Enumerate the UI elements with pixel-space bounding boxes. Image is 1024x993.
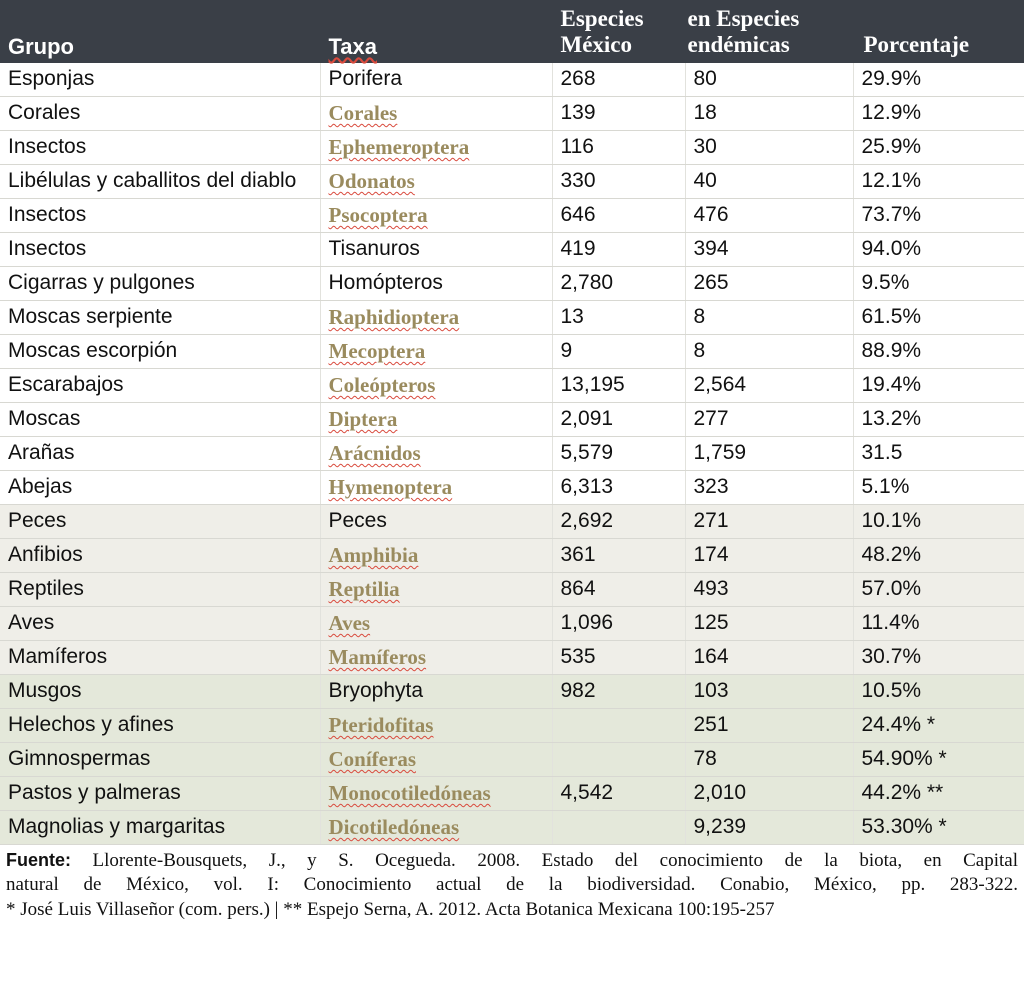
cell-taxa-label: Aves	[328, 610, 371, 635]
cell-grupo: Corales	[0, 96, 320, 130]
cell-endemicas: 2,010	[685, 776, 853, 810]
cell-especies: 4,542	[552, 776, 685, 810]
cell-grupo: Magnolias y margaritas	[0, 810, 320, 844]
cell-grupo: Cigarras y pulgones	[0, 266, 320, 300]
cell-porcentaje: 25.9%	[853, 130, 1024, 164]
cell-grupo: Pastos y palmeras	[0, 776, 320, 810]
cell-taxa	[320, 368, 552, 402]
cell-taxa	[320, 742, 552, 776]
cell-especies: 361	[552, 538, 685, 572]
table-row	[0, 130, 1024, 164]
table-row	[0, 402, 1024, 436]
cell-taxa-label: Mecoptera	[328, 338, 426, 363]
source-footnote	[0, 845, 1024, 922]
column-header-grupo-label: Grupo	[8, 33, 74, 59]
cell-taxa	[320, 708, 552, 742]
cell-taxa-label: Odonatos	[328, 168, 415, 193]
cell-porcentaje: 88.9%	[853, 334, 1024, 368]
cell-porcentaje: 54.90% *	[853, 742, 1024, 776]
table-row	[0, 640, 1024, 674]
table-row	[0, 198, 1024, 232]
table-row	[0, 96, 1024, 130]
cell-taxa	[320, 436, 552, 470]
cell-grupo: Insectos	[0, 232, 320, 266]
cell-especies: 646	[552, 198, 685, 232]
cell-especies	[552, 742, 685, 776]
cell-taxa	[320, 402, 552, 436]
footnote-label: Fuente:	[6, 849, 71, 870]
cell-grupo: Helechos y afines	[0, 708, 320, 742]
cell-especies: 419	[552, 232, 685, 266]
cell-taxa-label: Pteridofitas	[328, 712, 434, 737]
table-row	[0, 164, 1024, 198]
table-row	[0, 810, 1024, 844]
cell-porcentaje: 5.1%	[853, 470, 1024, 504]
cell-grupo: Libélulas y caballitos del diablo	[0, 164, 320, 198]
cell-taxa-label: Diptera	[328, 406, 398, 431]
cell-porcentaje: 73.7%	[853, 198, 1024, 232]
cell-taxa	[320, 674, 552, 708]
column-header-especies-mexico	[552, 0, 685, 63]
header-row	[0, 0, 1024, 63]
table-row	[0, 63, 1024, 97]
cell-especies: 6,313	[552, 470, 685, 504]
table-row	[0, 436, 1024, 470]
cell-grupo: Moscas escorpión	[0, 334, 320, 368]
cell-endemicas: 476	[685, 198, 853, 232]
cell-taxa-label: Psocoptera	[328, 202, 428, 227]
cell-grupo: Escarabajos	[0, 368, 320, 402]
cell-endemicas: 394	[685, 232, 853, 266]
cell-taxa	[320, 130, 552, 164]
cell-especies: 2,091	[552, 402, 685, 436]
column-header-taxa	[320, 0, 552, 63]
cell-grupo: Peces	[0, 504, 320, 538]
cell-grupo: Insectos	[0, 130, 320, 164]
footnote-line-3: * José Luis Villaseñor (com. pers.) | ** Espejo Serna, A. 2012. Acta Botanica Mexicana 100:195-257	[6, 898, 775, 920]
cell-endemicas: 493	[685, 572, 853, 606]
cell-taxa-label: Homópteros	[328, 270, 443, 294]
cell-endemicas: 277	[685, 402, 853, 436]
cell-grupo: Mamíferos	[0, 640, 320, 674]
cell-endemicas: 251	[685, 708, 853, 742]
cell-porcentaje: 10.5%	[853, 674, 1024, 708]
cell-porcentaje: 53.30% *	[853, 810, 1024, 844]
cell-grupo: Anfibios	[0, 538, 320, 572]
cell-endemicas: 78	[685, 742, 853, 776]
cell-taxa	[320, 606, 552, 640]
table-header	[0, 0, 1024, 63]
cell-taxa-label: Coleópteros	[328, 372, 436, 397]
cell-grupo: Esponjas	[0, 63, 320, 97]
cell-taxa	[320, 810, 552, 844]
cell-porcentaje: 44.2% **	[853, 776, 1024, 810]
column-header-endemicas-line2: endémicas	[687, 32, 790, 58]
table-row	[0, 504, 1024, 538]
table-row	[0, 742, 1024, 776]
column-header-especies-endemicas	[685, 0, 853, 63]
cell-endemicas: 323	[685, 470, 853, 504]
cell-taxa	[320, 572, 552, 606]
cell-endemicas: 164	[685, 640, 853, 674]
cell-grupo: Arañas	[0, 436, 320, 470]
column-header-taxa-label: Taxa	[328, 33, 378, 59]
cell-taxa	[320, 266, 552, 300]
cell-grupo: Moscas serpiente	[0, 300, 320, 334]
cell-especies: 982	[552, 674, 685, 708]
table-row	[0, 538, 1024, 572]
cell-grupo: Aves	[0, 606, 320, 640]
cell-especies: 139	[552, 96, 685, 130]
cell-taxa-label: Raphidioptera	[328, 304, 460, 329]
cell-taxa-label: Monocotiledóneas	[328, 780, 491, 805]
cell-grupo: Gimnospermas	[0, 742, 320, 776]
cell-taxa	[320, 538, 552, 572]
cell-porcentaje: 9.5%	[853, 266, 1024, 300]
cell-porcentaje: 31.5	[853, 436, 1024, 470]
cell-especies: 5,579	[552, 436, 685, 470]
table-row	[0, 470, 1024, 504]
table-row	[0, 776, 1024, 810]
cell-taxa-label: Bryophyta	[328, 678, 424, 702]
column-header-porcentaje	[853, 0, 1024, 63]
cell-endemicas: 8	[685, 300, 853, 334]
cell-porcentaje: 19.4%	[853, 368, 1024, 402]
cell-porcentaje: 12.1%	[853, 164, 1024, 198]
cell-grupo: Reptiles	[0, 572, 320, 606]
table-row	[0, 266, 1024, 300]
cell-taxa-label: Tisanuros	[328, 236, 420, 260]
cell-taxa-label: Porifera	[328, 66, 403, 90]
column-header-grupo	[0, 0, 320, 63]
table-row	[0, 232, 1024, 266]
footnote-line-1-text: Llorente-Bousquets, J., y S. Ocegueda. 2008. Estado del conocimiento de la biota, en Capital	[71, 849, 1018, 871]
cell-especies	[552, 708, 685, 742]
cell-taxa	[320, 232, 552, 266]
table-row	[0, 674, 1024, 708]
cell-taxa-label: Peces	[328, 508, 387, 532]
cell-especies: 1,096	[552, 606, 685, 640]
cell-taxa-label: Ephemeroptera	[328, 134, 470, 159]
cell-endemicas: 80	[685, 63, 853, 97]
cell-taxa-label: Amphibia	[328, 542, 419, 567]
table-row	[0, 606, 1024, 640]
cell-endemicas: 271	[685, 504, 853, 538]
footnote-line-1	[6, 849, 1018, 873]
table-body	[0, 63, 1024, 845]
cell-taxa-label: Dicotiledóneas	[328, 814, 460, 839]
cell-endemicas: 18	[685, 96, 853, 130]
cell-taxa-label: Hymenoptera	[328, 474, 453, 499]
table-row	[0, 300, 1024, 334]
table-row	[0, 708, 1024, 742]
cell-endemicas: 174	[685, 538, 853, 572]
table-row	[0, 572, 1024, 606]
cell-especies: 2,692	[552, 504, 685, 538]
cell-porcentaje: 11.4%	[853, 606, 1024, 640]
column-header-especies-line2: México	[560, 32, 633, 58]
cell-endemicas: 1,759	[685, 436, 853, 470]
cell-grupo: Abejas	[0, 470, 320, 504]
cell-especies: 2,780	[552, 266, 685, 300]
cell-porcentaje: 30.7%	[853, 640, 1024, 674]
cell-taxa	[320, 300, 552, 334]
cell-porcentaje: 29.9%	[853, 63, 1024, 97]
cell-porcentaje: 24.4% *	[853, 708, 1024, 742]
cell-taxa	[320, 63, 552, 97]
column-header-especies-line1: Especies	[560, 6, 644, 31]
cell-endemicas: 8	[685, 334, 853, 368]
cell-especies: 116	[552, 130, 685, 164]
cell-grupo: Moscas	[0, 402, 320, 436]
cell-taxa-label: Corales	[328, 100, 398, 125]
cell-porcentaje: 61.5%	[853, 300, 1024, 334]
cell-especies	[552, 810, 685, 844]
cell-porcentaje: 94.0%	[853, 232, 1024, 266]
cell-taxa	[320, 198, 552, 232]
table-row	[0, 334, 1024, 368]
cell-taxa	[320, 504, 552, 538]
column-header-endemicas-line1: en Especies	[687, 6, 800, 31]
cell-taxa-label: Reptilia	[328, 576, 400, 601]
footnote-line-2: natural de México, vol. I: Conocimiento actual de la biodiversidad. Conabio, México, pp. 283-322.	[6, 874, 1018, 896]
cell-especies: 13	[552, 300, 685, 334]
cell-endemicas: 125	[685, 606, 853, 640]
cell-endemicas: 30	[685, 130, 853, 164]
column-header-porcentaje-label: Porcentaje	[863, 32, 970, 58]
cell-especies: 330	[552, 164, 685, 198]
cell-taxa	[320, 776, 552, 810]
cell-especies: 864	[552, 572, 685, 606]
cell-porcentaje: 13.2%	[853, 402, 1024, 436]
cell-porcentaje: 12.9%	[853, 96, 1024, 130]
cell-especies: 268	[552, 63, 685, 97]
cell-grupo: Musgos	[0, 674, 320, 708]
cell-endemicas: 40	[685, 164, 853, 198]
cell-taxa-label: Coníferas	[328, 746, 416, 771]
cell-taxa	[320, 164, 552, 198]
cell-porcentaje: 57.0%	[853, 572, 1024, 606]
cell-taxa	[320, 334, 552, 368]
cell-taxa	[320, 470, 552, 504]
cell-taxa-label: Mamíferos	[328, 644, 427, 669]
cell-grupo: Insectos	[0, 198, 320, 232]
cell-especies: 9	[552, 334, 685, 368]
cell-taxa	[320, 640, 552, 674]
cell-especies: 535	[552, 640, 685, 674]
cell-taxa	[320, 96, 552, 130]
cell-endemicas: 9,239	[685, 810, 853, 844]
cell-especies: 13,195	[552, 368, 685, 402]
cell-endemicas: 2,564	[685, 368, 853, 402]
cell-porcentaje: 10.1%	[853, 504, 1024, 538]
cell-taxa-label: Arácnidos	[328, 440, 421, 465]
cell-porcentaje: 48.2%	[853, 538, 1024, 572]
table-row	[0, 368, 1024, 402]
cell-endemicas: 265	[685, 266, 853, 300]
cell-endemicas: 103	[685, 674, 853, 708]
